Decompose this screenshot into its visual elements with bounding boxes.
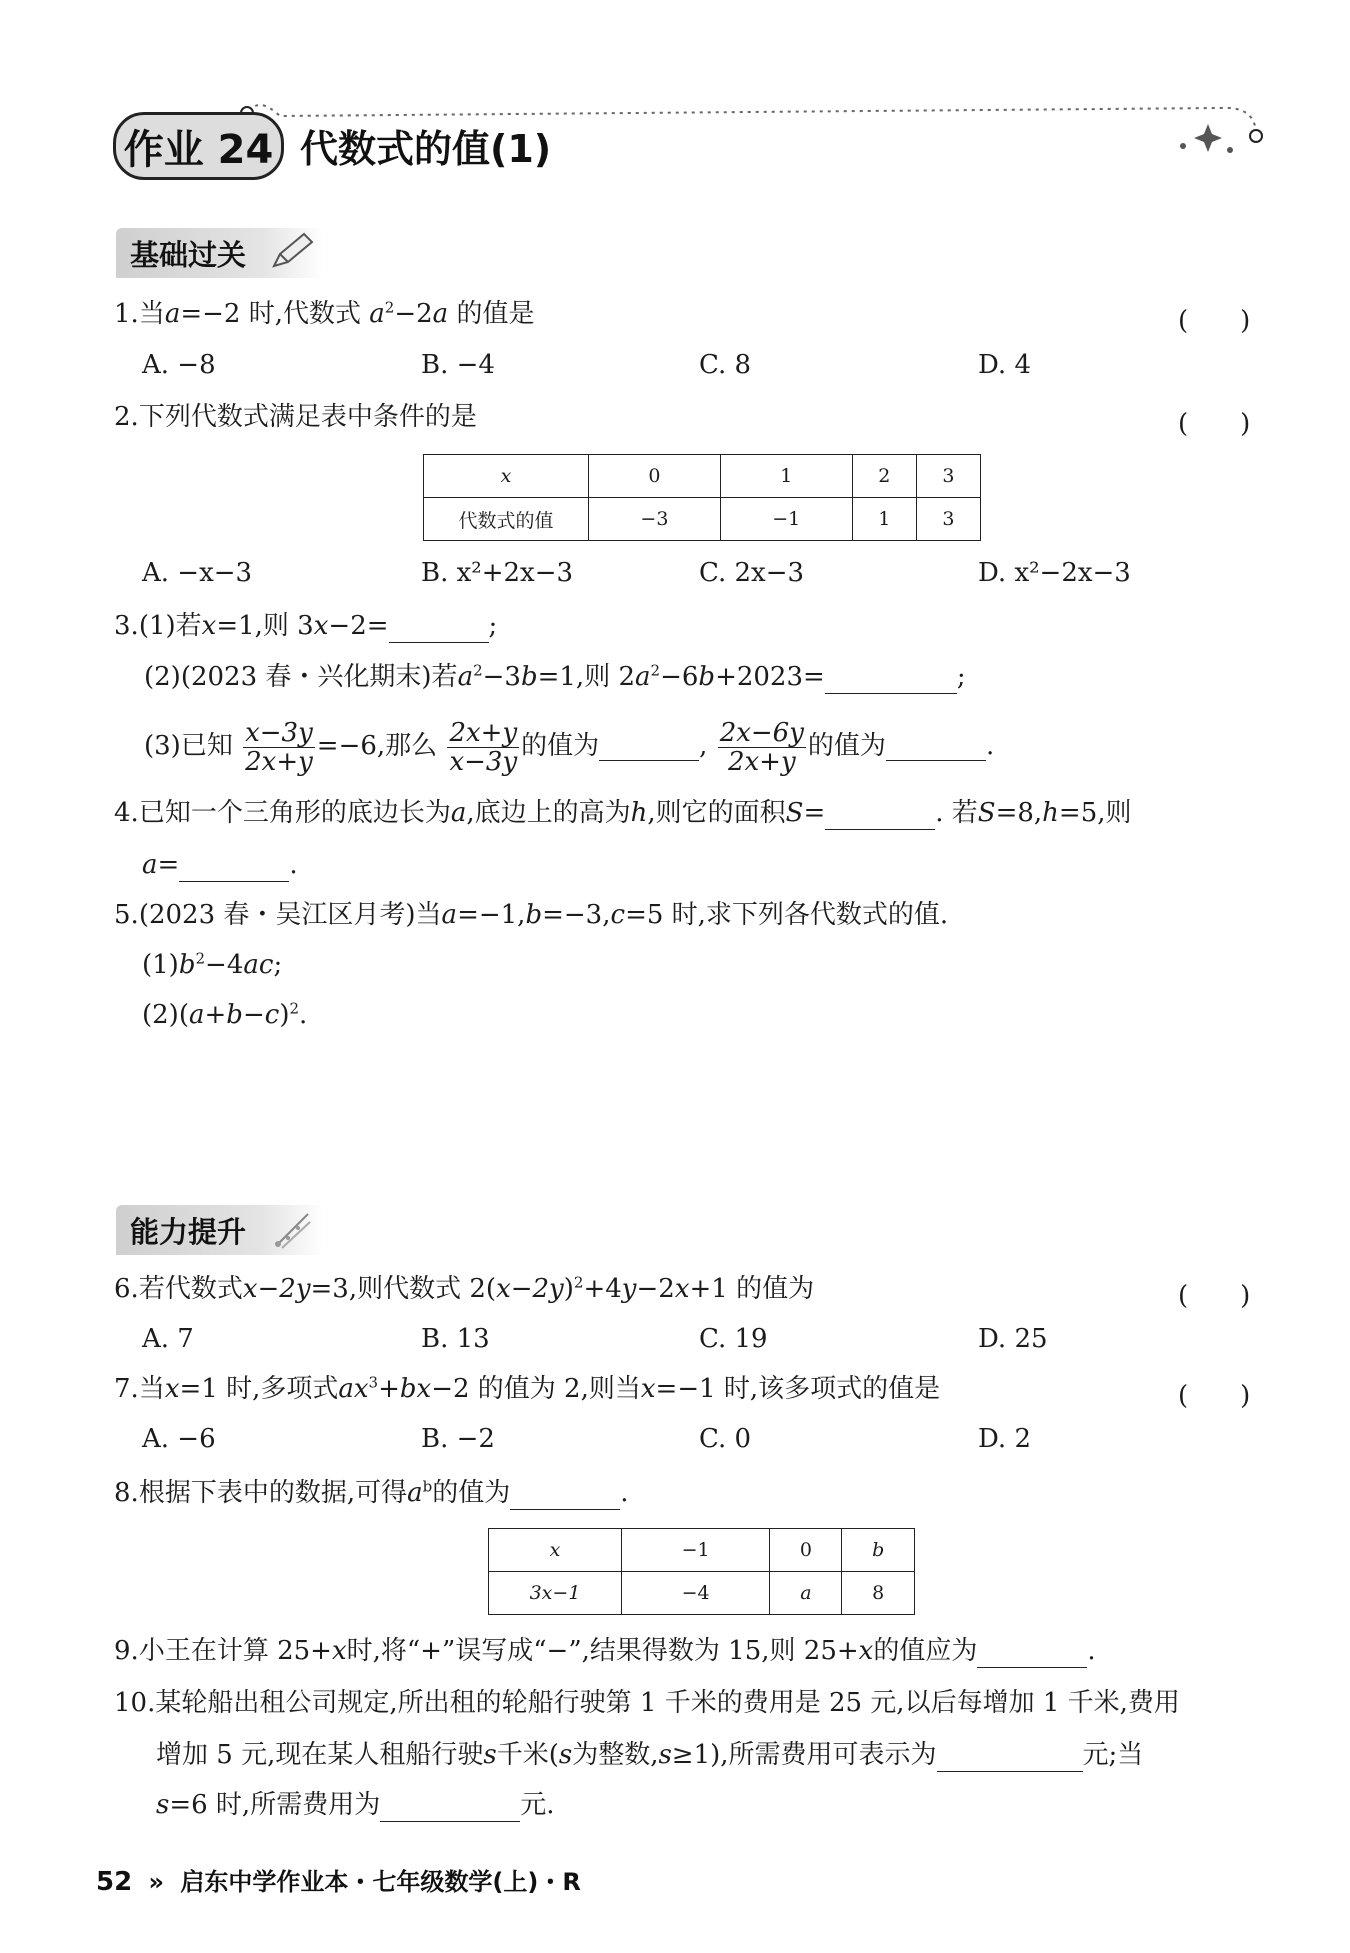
- sparkle-icon: [268, 1208, 316, 1252]
- question-8: 8.根据下表中的数据,可得$a^b$的值为 .: [114, 1477, 629, 1508]
- q2-table: [423, 454, 981, 541]
- q6-option-c: C. 19: [699, 1324, 768, 1354]
- question-7: 7.当x=1 时,多项式$ax^3+bx-2$ 的值为 2,则当x=−1 时,该多项式的值是: [114, 1373, 941, 1404]
- page-footer: [96, 1862, 581, 1897]
- table-cell: 代数式的值: [424, 498, 589, 541]
- question-3-part-2: (2)(2023 春・兴化期末)若$a^2-3b=1$,则 $2a^2-6b+2023=$ ;: [144, 661, 966, 692]
- table-cell: 0: [589, 455, 721, 498]
- answer-blank[interactable]: [977, 1641, 1087, 1668]
- q1-option-d: D. 4: [978, 350, 1031, 380]
- answer-blank[interactable]: [599, 734, 699, 761]
- question-5: 5.(2023 春・吴江区月考)当a=−1,b=−3,c=5 时,求下列各代数式的值.: [114, 900, 949, 930]
- q1-option-b: B. −4: [421, 350, 495, 380]
- answer-paren-1: ( ): [1178, 306, 1251, 336]
- q1-option-a: A. −8: [142, 350, 216, 380]
- q7-option-a: A. −6: [142, 1424, 216, 1454]
- arrows-icon: »: [148, 1868, 165, 1896]
- table-cell: 8: [842, 1572, 915, 1615]
- table-cell: −4: [622, 1572, 770, 1615]
- answer-blank[interactable]: [510, 1483, 620, 1510]
- question-4-line-2: a= .: [142, 850, 298, 880]
- q7-option-b: B. −2: [421, 1424, 495, 1454]
- q6-option-d: D. 25: [978, 1324, 1048, 1354]
- table-cell: −1: [622, 1529, 770, 1572]
- table-cell: b: [842, 1529, 915, 1572]
- question-2: 2.下列代数式满足表中条件的是: [114, 402, 477, 432]
- q2-option-c: C. 2x−3: [699, 558, 805, 588]
- question-6: 6.若代数式x−2y=3,则代数式 $2(x-2y)^2+4y-2x+1$ 的值为: [114, 1273, 815, 1304]
- table-cell: −3: [589, 498, 721, 541]
- answer-blank[interactable]: [886, 734, 986, 761]
- pencil-icon: [270, 232, 316, 272]
- table-cell: 1: [720, 455, 852, 498]
- answer-blank[interactable]: [825, 667, 957, 694]
- q7-option-d: D. 2: [978, 1424, 1031, 1454]
- question-3-part-3: (3)已知 $\frac{x-3y}{2x+y}$ =−6,那么 $\frac{2x+y}{x-3y}$ 的值为 , $\frac{2x-6y}{2x+y}$ 的值为 .: [144, 717, 995, 777]
- q1-option-c: C. 8: [699, 350, 752, 380]
- table-cell: 2: [852, 455, 916, 498]
- q2-option-d: D. x²−2x−3: [978, 558, 1131, 588]
- table-cell: 3x−1: [489, 1572, 622, 1615]
- table-cell: x: [424, 455, 589, 498]
- question-3-part-1: 3.(1)若x=1,则 3x−2= ;: [114, 611, 498, 641]
- answer-paren-2: ( ): [1178, 409, 1251, 439]
- fraction: $\frac{2x-6y}{2x+y}$: [719, 717, 804, 777]
- fraction: $\frac{2x+y}{x-3y}$: [449, 717, 518, 777]
- page-number: 52: [96, 1867, 133, 1897]
- homework-badge: 作业 24: [113, 112, 284, 180]
- answer-blank[interactable]: [825, 803, 935, 830]
- answer-blank[interactable]: [389, 616, 489, 643]
- table-cell: a: [770, 1572, 842, 1615]
- answer-paren-7: ( ): [1178, 1381, 1251, 1411]
- table-cell: x: [489, 1529, 622, 1572]
- q6-option-a: A. 7: [142, 1324, 194, 1354]
- q2-option-a: A. −x−3: [142, 558, 253, 588]
- question-9: 9.小王在计算 25+x时,将“+”误写成“−”,结果得数为 15,则 25+x的值应为 .: [114, 1636, 1096, 1666]
- book-title: 启东中学作业本・七年级数学(上)・R: [180, 1868, 581, 1896]
- q8-table: [488, 1528, 915, 1615]
- table-cell: 3: [916, 498, 980, 541]
- question-5-part-2: $(2)(a+b-c)^2$.: [142, 999, 308, 1030]
- table-cell: −1: [720, 498, 852, 541]
- question-5-part-1: $(1)b^2-4ac$;: [142, 949, 283, 980]
- answer-blank[interactable]: [179, 855, 289, 882]
- fraction: $\frac{x-3y}{2x+y}$: [245, 717, 313, 777]
- table-cell: 0: [770, 1529, 842, 1572]
- section-advanced-label: 能力提升: [130, 1214, 247, 1249]
- question-10-line-3: s=6 时,所需费用为 元.: [156, 1790, 555, 1820]
- table-cell: 3: [916, 455, 980, 498]
- page-title: 代数式的值(1): [300, 127, 552, 171]
- q7-option-c: C. 0: [699, 1424, 752, 1454]
- question-10-line-2: 增加 5 元,现在某人租船行驶s千米(s为整数,s≥1),所需费用可表示为 元;当: [156, 1740, 1144, 1770]
- q2-option-b: B. x²+2x−3: [421, 558, 574, 588]
- section-basic-label: 基础过关: [130, 237, 247, 272]
- answer-blank[interactable]: [937, 1745, 1083, 1772]
- question-10: 10.某轮船出租公司规定,所出租的轮船行驶第 1 千米的费用是 25 元,以后每增加 1 千米,费用: [114, 1688, 1180, 1718]
- answer-paren-6: ( ): [1178, 1281, 1251, 1311]
- table-cell: 1: [852, 498, 916, 541]
- question-4: 4.已知一个三角形的底边长为a,底边上的高为h,则它的面积S= . 若S=8,h=5,则: [114, 798, 1132, 828]
- q6-option-b: B. 13: [421, 1324, 490, 1354]
- answer-blank[interactable]: [380, 1795, 520, 1822]
- question-1: 1.当a=−2 时,代数式 $a^2-2a$ 的值是: [114, 298, 535, 329]
